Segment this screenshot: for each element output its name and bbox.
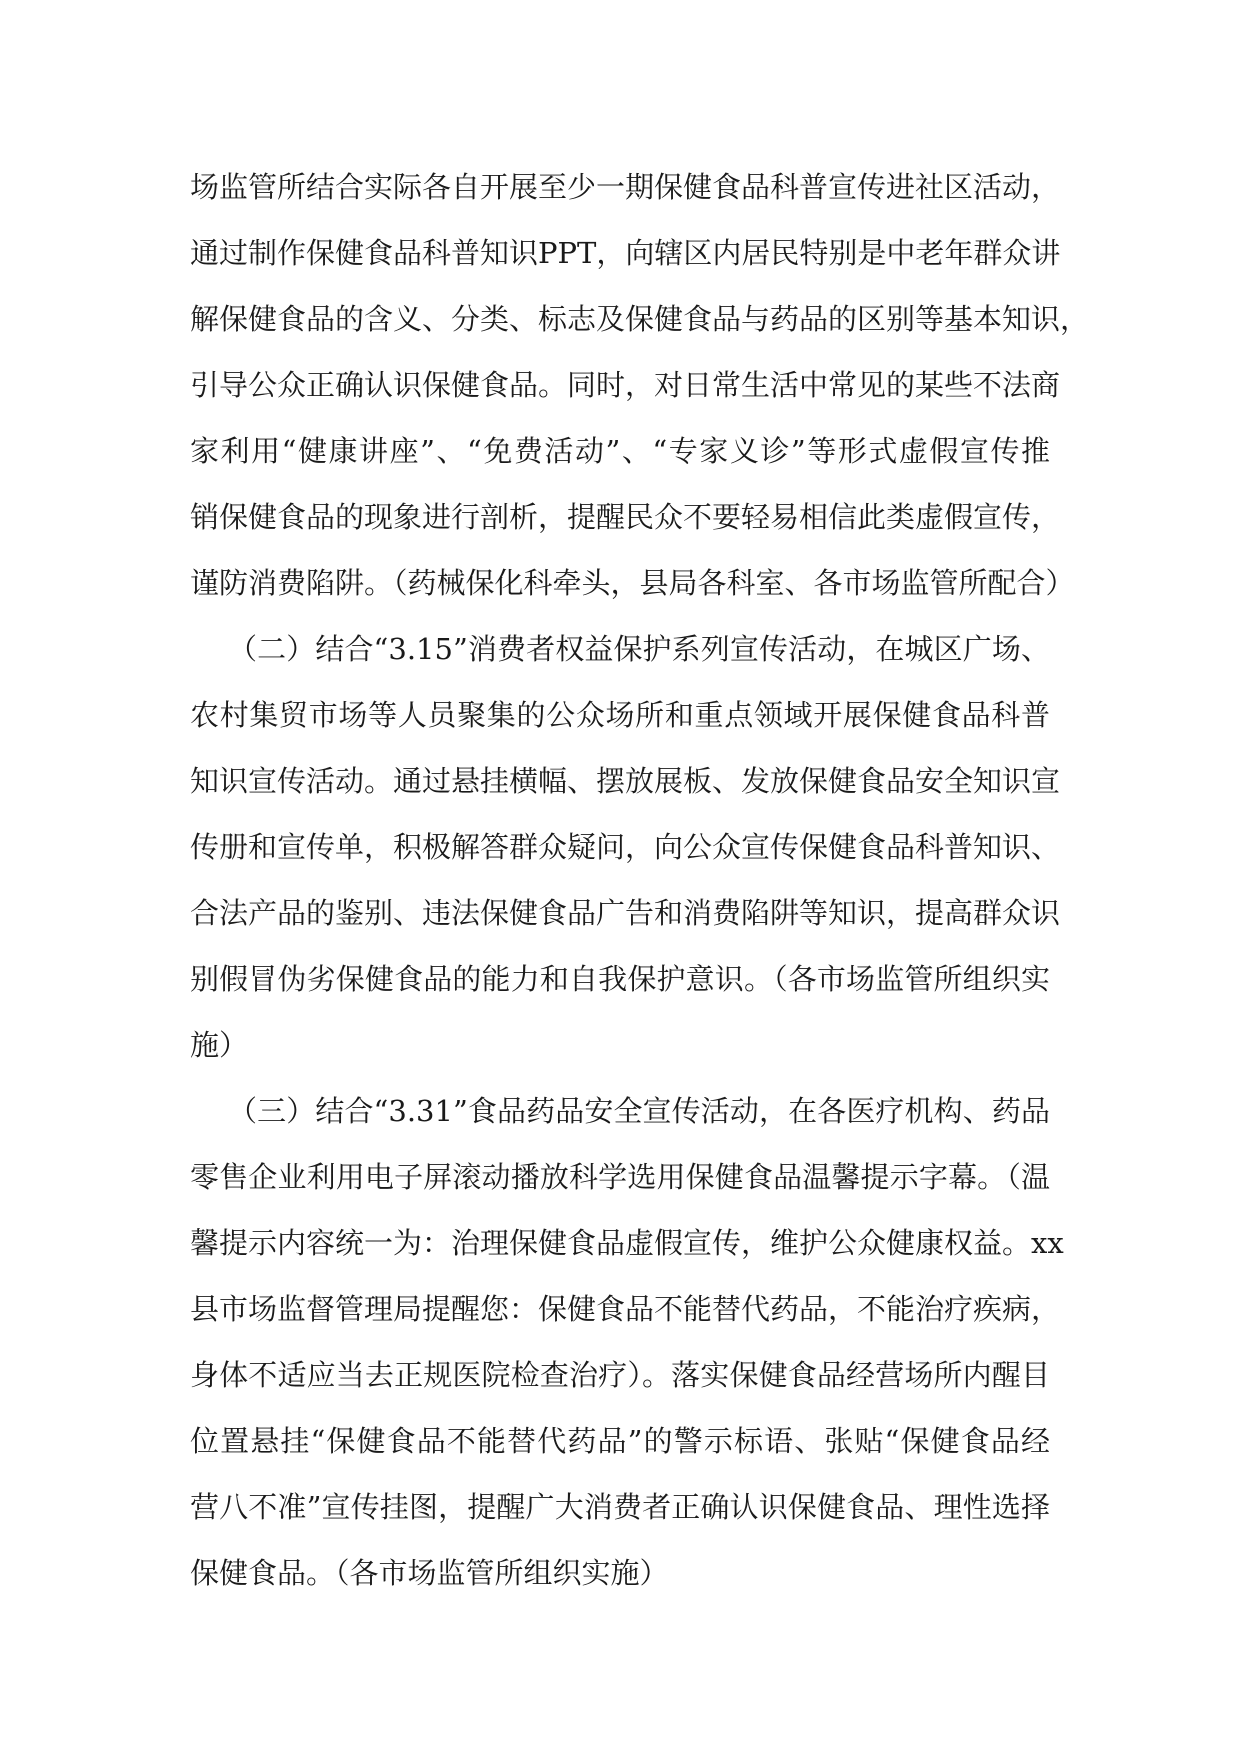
text-line: 场监管所结合实际各自开展至少一期保健食品科普宣传进社区活动， [190,170,1061,204]
text-line: 引导公众正确认识保健食品。同时，对日常生活中常见的某些不法商 [190,368,1061,402]
paragraph-1 [190,154,1090,616]
paragraph-2 [190,616,1061,1078]
text-line: 馨提示内容统一为：治理保健食品虚假宣传，维护公众健康权益。xx [190,1226,1064,1260]
text-line: （二）结合“3.15”消费者权益保护系列宣传活动，在城区广场、 [228,632,1050,666]
text-line: 通过制作保健食品科普知识PPT，向辖区内居民特别是中老年群众讲 [190,236,1061,270]
text-line: 县市场监督管理局提醒您：保健食品不能替代药品，不能治疗疾病， [190,1292,1061,1326]
paragraph-3 [190,1078,1064,1606]
text-line: 农村集贸市场等人员聚集的公众场所和重点领域开展保健食品科普 [190,698,1050,732]
text-line: 零售企业利用电子屏滚动播放科学选用保健食品温馨提示字幕。（温 [190,1160,1050,1194]
text-line: 家利用“健康讲座”、“免费活动”、“专家义诊”等形式虚假宣传推 [190,434,1050,468]
document-body [190,154,1090,1606]
text-line: 销保健食品的现象进行剖析，提醒民众不要轻易相信此类虚假宣传， [190,500,1061,534]
text-line: 合法产品的鉴别、违法保健食品广告和消费陷阱等知识，提高群众识 [190,896,1061,930]
text-line: （三）结合“3.31”食品药品安全宣传活动，在各医疗机构、药品 [228,1094,1050,1128]
text-line: 位置悬挂“保健食品不能替代药品”的警示标语、张贴“保健食品经 [190,1424,1050,1458]
text-line: 知识宣传活动。通过悬挂横幅、摆放展板、发放保健食品安全知识宣 [190,764,1061,798]
text-line: 传册和宣传单，积极解答群众疑问，向公众宣传保健食品科普知识、 [190,830,1061,864]
text-line: 营八不准”宣传挂图，提醒广大消费者正确认识保健食品、理性选择 [190,1490,1050,1524]
text-line: 谨防消费陷阱。（药械保化科牵头，县局各科室、各市场监管所配合） [190,566,1075,600]
text-line: 施） [190,1028,249,1062]
text-line: 身体不适应当去正规医院检查治疗）。落实保健食品经营场所内醒目 [190,1358,1050,1392]
text-line: 保健食品。（各市场监管所组织实施） [190,1556,669,1590]
text-line: 别假冒伪劣保健食品的能力和自我保护意识。（各市场监管所组织实 [190,962,1050,996]
text-line: 解保健食品的含义、分类、标志及保健食品与药品的区别等基本知识， [190,302,1090,336]
